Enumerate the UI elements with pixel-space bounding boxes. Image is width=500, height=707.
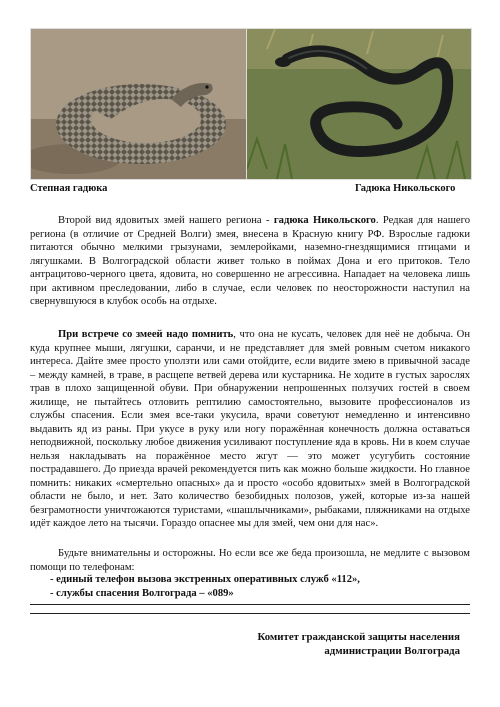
steppe-viper-photo xyxy=(30,28,256,180)
para2-body: , что она не кусать, человек для неё не добыча. Он куда крупнее мыши, лягушки, саранчи, и не представляет для змей ровным счетом никакого интереса. Дайте змее просто уползти или сами отойдите, если видите змею в привычной засаде – между камней, в траве, в расщепе ветвей дерева или кустарника. Не ходите в густых зарослях трав в плохо защищенной обуви. При обнаружении непрошенных ползучих гостей в своем жилище, не пытайтесь отловить рептилию самостоятельно, вызовите профессионалов из службы спасения. Если змея все-таки укусила, врачи советуют немедленно и интенсивно выдавить яд из раны. При укусе в руку или ногу поражённая конечность должна оставаться неподвижной, поскольку любое движения усиливают поступление яда в кровь. Ни в коем случае нельзя накладывать на поражённое место жгут — это может усугубить состояние пострадавшего. До приезда врачей рекомендуется пить как можно больше жидкости. Но главное помнить: никаких «смертельно опасных» да и просто «особо ядовитых» змей в Волгоградской области не было, и нет. Зато количество безобидных полозов, ужей, которые из-за нашей безграмотности уничтожаются туристами, «шашлычниками», рыбаками, пляжниками на отдыхе идёт каждое лето на тысячи. Гораздо опаснее мы для змей, чем они для нас». xyxy=(30,329,470,529)
para1-intro: Второй вид ядовитых змей нашего региона - xyxy=(58,215,274,226)
divider-line-2 xyxy=(30,613,470,614)
phone-item-089: - службы спасения Волгограда – «089» xyxy=(50,587,234,599)
divider-line-1 xyxy=(30,604,470,605)
para1-species-name: гадюка Никольского xyxy=(273,215,376,226)
paragraph-encounter-advice xyxy=(30,328,470,531)
para2-heading: При встрече со змеей надо помнить xyxy=(58,329,234,340)
phone-item-112: - единый телефон вызова экстренных оперативных служб «112», xyxy=(50,574,360,585)
signature-line-1: Комитет гражданской защиты населения xyxy=(257,631,460,643)
nikolsky-viper-photo xyxy=(246,28,472,180)
paragraph-call-for-help xyxy=(30,547,470,574)
para3-body: Будьте внимательны и осторожны. Но если все же беда произошла, не медлите с вызовом помощи по телефонам: xyxy=(30,548,470,573)
signature-block xyxy=(257,630,460,658)
emergency-phone-list xyxy=(50,573,360,600)
caption-steppe-viper: Степная гадюка xyxy=(30,183,108,194)
para1-body: . Редкая для нашего региона (в отличие от Средней Волги) змея, внесена в Красную книгу РФ. Взрослые гадюки питаются обычно мелкими грызунами, землеройками, наземно-гнездящимися птицами и лягушками. В Волгоградской области живет только в поймах Дона и его притоков. Тело антрацитово-черного цвета, ядовита, но совершенно не агрессивна. Нападает на человека лишь при активном преследовании, либо в случае, если человек по неосторожности наступил на свернувшуюся в клубок особь на отдыхе. xyxy=(30,215,470,307)
paragraph-nikolsky-viper xyxy=(30,214,470,309)
caption-nikolsky-viper: Гадюка Никольского xyxy=(355,183,456,194)
signature-line-2: администрации Волгограда xyxy=(324,645,460,657)
